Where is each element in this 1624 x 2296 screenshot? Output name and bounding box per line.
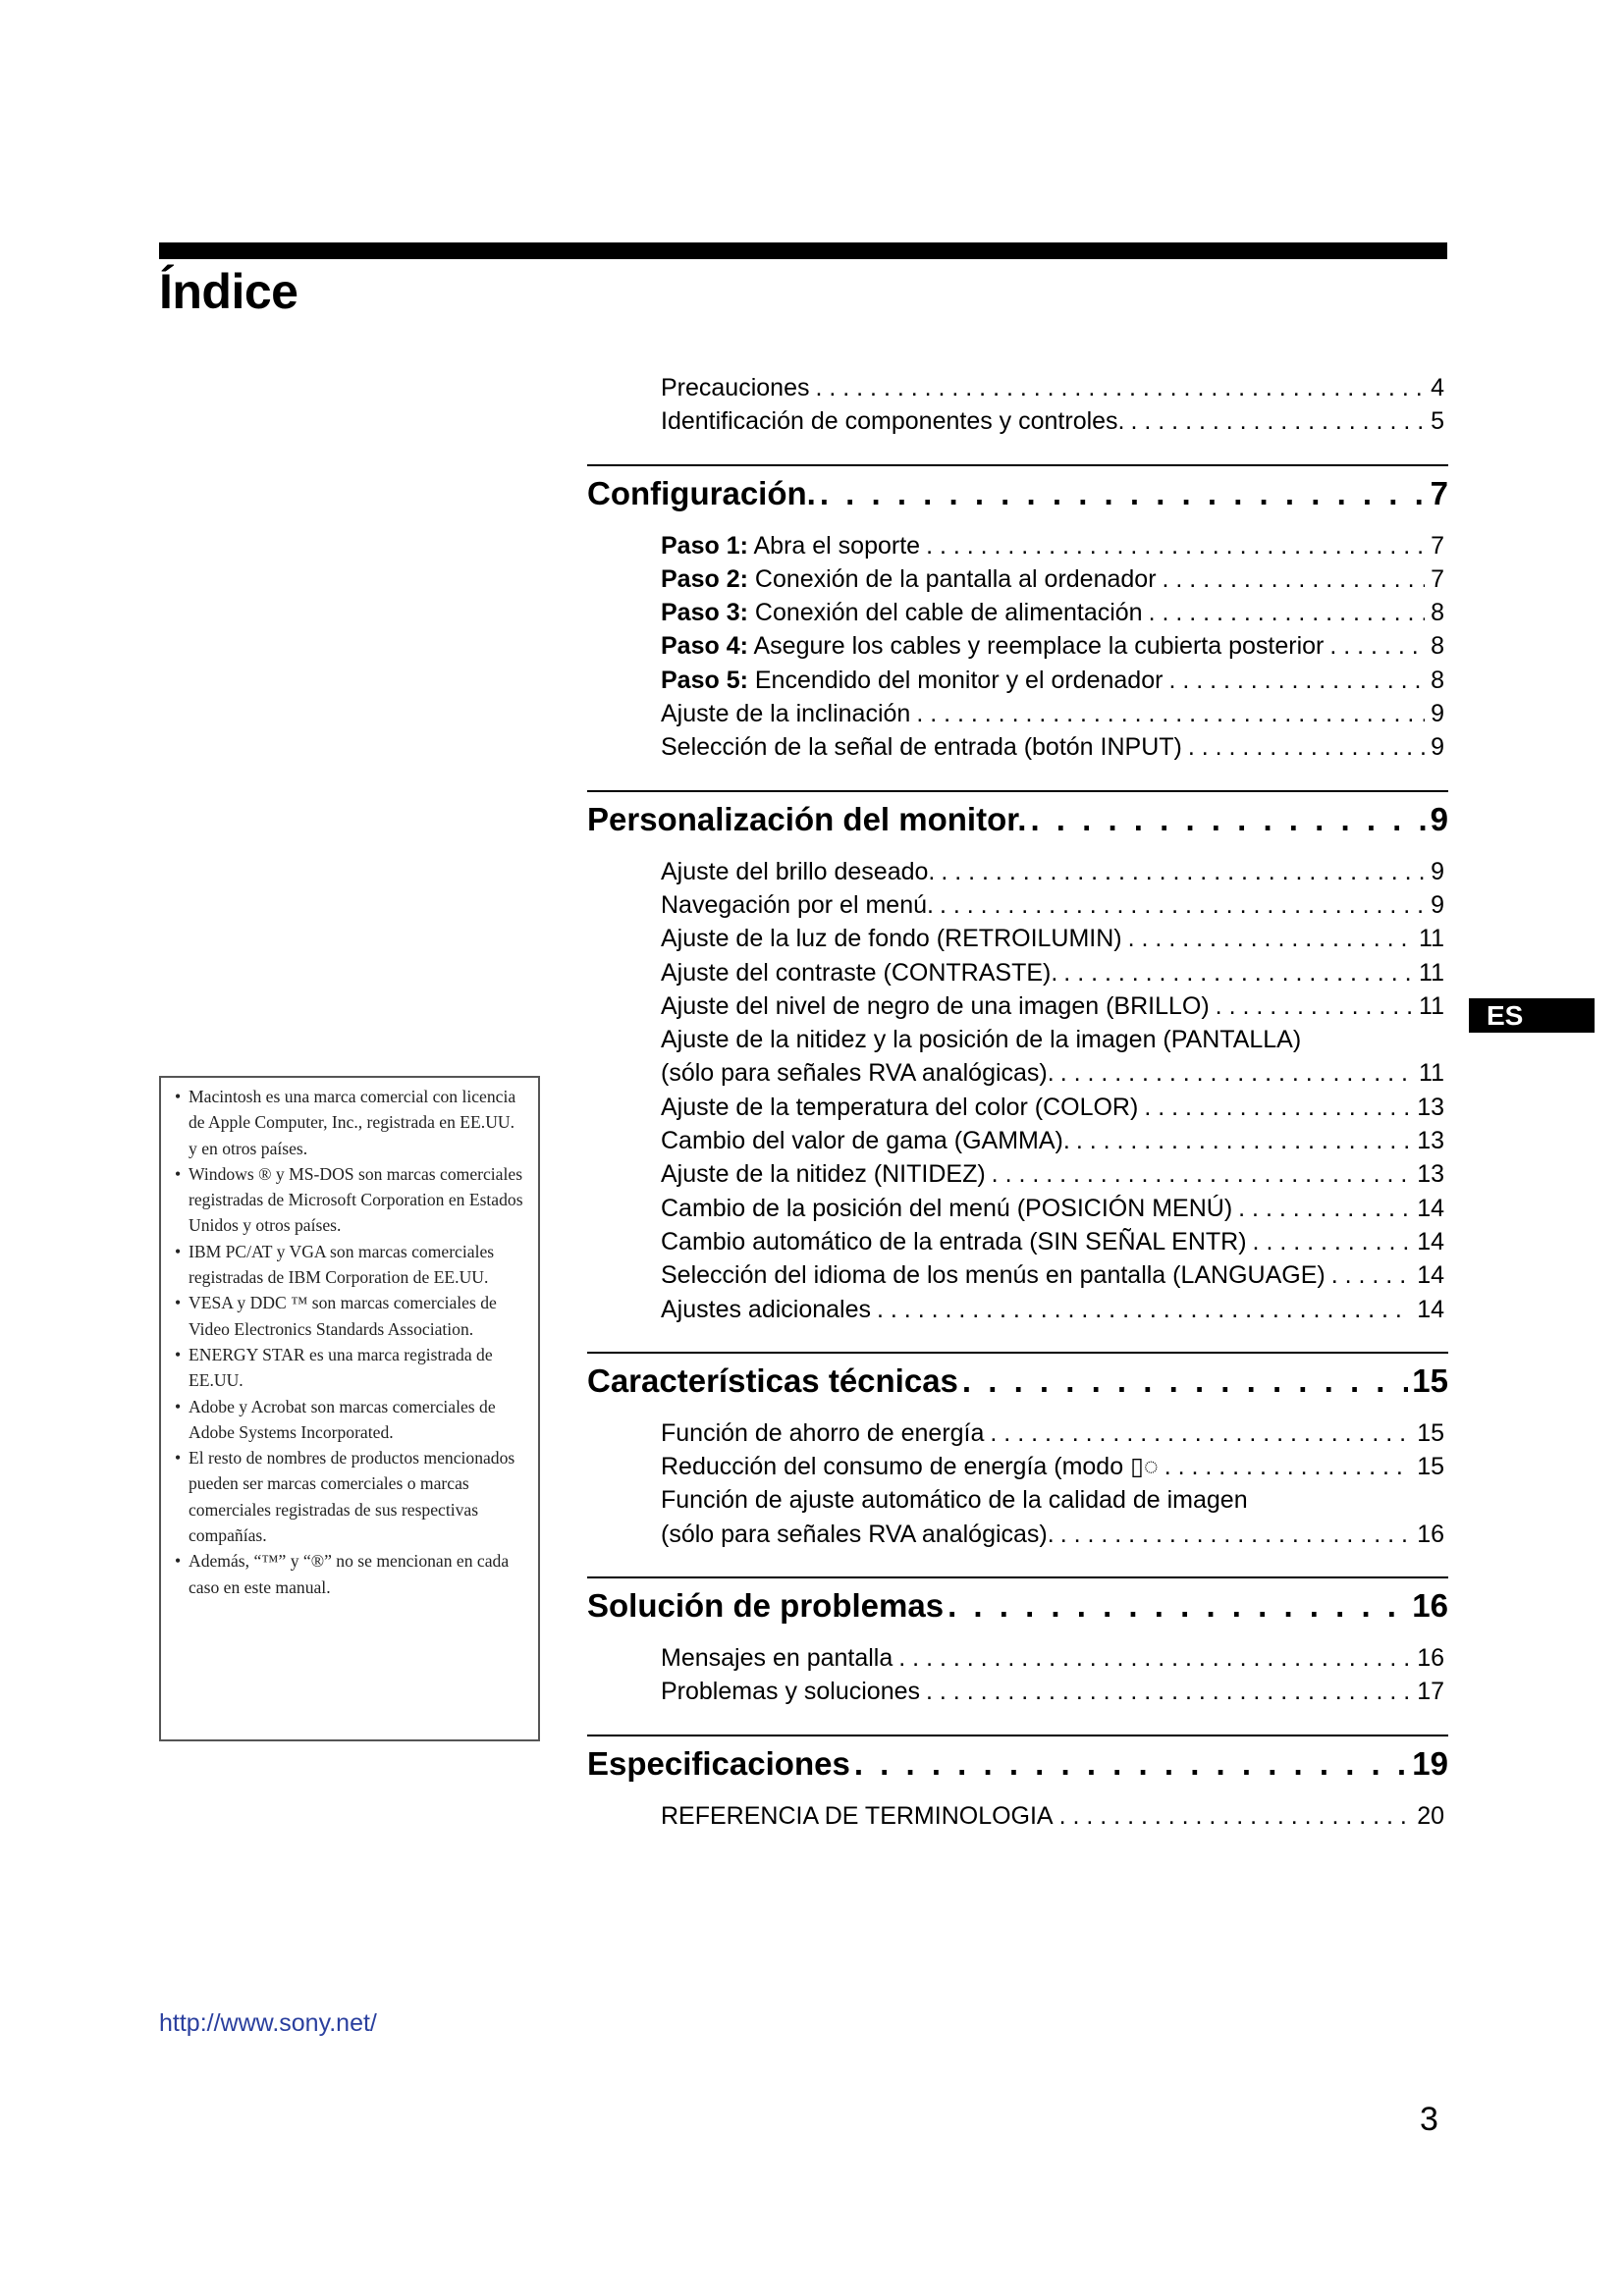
toc-entry-label — [661, 404, 1125, 438]
toc-entry[interactable] — [661, 371, 1444, 404]
toc-entry-text: Reducción del consumo de energía (modo — [661, 1453, 1131, 1481]
toc-entry-text: Cambio de la posición del menú (POSICIÓN MENÚ) — [661, 1194, 1233, 1222]
page-number: 3 — [1420, 2101, 1438, 2138]
toc-sections — [587, 464, 1448, 1833]
leader-dots — [962, 1356, 1408, 1407]
bullet-icon: • — [175, 1293, 182, 1313]
toc-entry-page: 17 — [1417, 1678, 1444, 1706]
toc-entry-page: 7 — [1431, 531, 1444, 560]
step-label: Paso 4: — [661, 632, 748, 661]
leader-dots — [1163, 562, 1426, 596]
toc-entry-page: 8 — [1431, 666, 1444, 694]
language-tab: ES — [1469, 998, 1595, 1033]
toc-entry-text: Problemas y soluciones — [661, 1678, 921, 1706]
trademark-note-text: ENERGY STAR es una marca registrada de EE.UU. — [189, 1344, 493, 1391]
toc-entry-label — [661, 1641, 893, 1675]
leader-dots — [898, 1641, 1411, 1675]
toc-entry[interactable] — [661, 562, 1444, 596]
leader-dots — [815, 371, 1425, 404]
toc-entry-line: Función de ajuste automático de la calidad de imagen — [661, 1486, 1248, 1515]
toc-entry-page: 14 — [1417, 1227, 1444, 1255]
section-heading[interactable] — [587, 794, 1448, 845]
trademark-note — [175, 1161, 526, 1239]
top-rule — [159, 242, 1447, 259]
toc-entry-text: (sólo para señales RVA analógicas). — [661, 1520, 1055, 1548]
toc-entry-page: 11 — [1419, 925, 1444, 953]
toc-entry-page: 8 — [1431, 632, 1444, 661]
trademark-notes-box — [159, 1076, 540, 1741]
toc-entry-label — [661, 664, 1163, 697]
trademark-note-text: Además, “™” y “®” no se mencionan en cada caso en este manual. — [189, 1551, 510, 1597]
trademark-note — [175, 1239, 526, 1291]
leader-dots — [1331, 1258, 1411, 1292]
toc-entry-label — [661, 1293, 871, 1326]
leader-dots — [1144, 1091, 1411, 1124]
leader-dots — [1216, 989, 1413, 1023]
toc-entry-label — [661, 697, 910, 730]
toc-entry[interactable] — [661, 1799, 1444, 1833]
toc-entry-page: 13 — [1417, 1093, 1444, 1121]
toc-entry-text: Ajuste del brillo deseado. — [661, 857, 936, 885]
toc-entry-label — [661, 1091, 1138, 1124]
section-heading[interactable] — [587, 1356, 1448, 1407]
toc-section — [587, 464, 1448, 765]
toc-entry-label — [661, 596, 1143, 629]
toc-entry[interactable] — [661, 956, 1444, 989]
toc-entry[interactable] — [661, 1091, 1444, 1124]
toc-entry-text: Función de ahorro de energía — [661, 1418, 985, 1447]
toc-entry[interactable] — [661, 1518, 1444, 1551]
leader-dots — [926, 529, 1425, 562]
toc-entry-page: 9 — [1431, 700, 1444, 728]
toc-entry-label — [661, 730, 1182, 764]
trademark-note — [175, 1445, 526, 1548]
section-heading-page: 16 — [1412, 1587, 1448, 1625]
section-heading-page: 15 — [1412, 1362, 1448, 1399]
toc-entry-label — [661, 1157, 986, 1191]
bullet-icon: • — [175, 1396, 182, 1416]
leader-dots — [1131, 404, 1426, 438]
toc-entry-page: 11 — [1419, 991, 1444, 1020]
toc-entry-text: Cambio automático de la entrada (SIN SEÑAL ENTR) — [661, 1227, 1247, 1255]
toc-entry-label — [661, 855, 935, 888]
sony-url-link[interactable]: http://www.sony.net/ — [159, 2009, 377, 2037]
toc-entry-page: 20 — [1417, 1801, 1444, 1830]
step-label: Paso 3: — [661, 599, 748, 627]
toc-entry-label — [661, 989, 1210, 1023]
toc-entry-page: 11 — [1419, 1059, 1444, 1088]
leader-dots — [877, 1293, 1411, 1326]
leader-dots — [947, 1580, 1408, 1631]
toc-entry-label — [661, 1518, 1055, 1551]
toc-entry[interactable] — [661, 1056, 1444, 1090]
step-label: Paso 5: — [661, 666, 748, 694]
toc-entry-text: Encendido del monitor y el ordenador — [747, 666, 1164, 694]
step-label: Paso 2: — [661, 564, 748, 593]
toc-entry-label — [661, 1258, 1326, 1292]
bullet-icon: • — [175, 1087, 182, 1106]
leader-dots — [916, 697, 1425, 730]
toc-entry-page: 13 — [1417, 1160, 1444, 1189]
toc-entry[interactable] — [661, 1157, 1444, 1191]
step-label: Paso 1: — [661, 531, 748, 560]
trademark-notes-list — [175, 1084, 526, 1600]
toc-entry-text: Ajuste del nivel de negro de una imagen (BRILLO) — [661, 991, 1210, 1020]
section-heading-page: 7 — [1430, 474, 1448, 511]
toc-entry[interactable] — [661, 989, 1444, 1023]
toc-entry-text: Selección del idioma de los menús en pantalla (LANGUAGE) — [661, 1261, 1326, 1290]
toc-entry-label — [661, 1416, 984, 1450]
trademark-note-text: El resto de nombres de productos mencionados pueden ser marcas comerciales o marcas comerciales registradas de sus respectivas compañías. — [189, 1448, 515, 1546]
section-heading[interactable] — [587, 1738, 1448, 1789]
toc-entry-page: 9 — [1431, 890, 1444, 919]
toc-entry[interactable] — [661, 629, 1444, 663]
toc-entry-label — [661, 1056, 1055, 1090]
power-save-mode-icon: ▯◌ — [1130, 1453, 1159, 1481]
leader-dots — [990, 1416, 1411, 1450]
leader-dots — [1164, 1450, 1411, 1483]
leader-dots — [1060, 1518, 1411, 1551]
toc-entry[interactable] — [661, 855, 1444, 888]
toc-entry-text: Asegure los cables y reemplace la cubierta posterior — [747, 632, 1325, 661]
toc-entry-page: 15 — [1417, 1453, 1444, 1481]
toc-entry[interactable] — [661, 1641, 1444, 1675]
toc-entry[interactable] — [661, 1258, 1444, 1292]
leader-dots — [941, 855, 1425, 888]
toc-section — [587, 1352, 1448, 1551]
toc-entry[interactable] — [661, 888, 1444, 922]
leader-dots — [854, 1738, 1408, 1789]
toc-entry[interactable] — [661, 697, 1444, 730]
toc-entry-label — [661, 1124, 1070, 1157]
leader-dots — [992, 1157, 1412, 1191]
bullet-icon: • — [175, 1448, 182, 1468]
toc-entry[interactable] — [661, 664, 1444, 697]
leader-dots — [1030, 794, 1426, 845]
trademark-note-text: VESA y DDC ™ son marcas comerciales de Video Electronics Standards Association. — [189, 1293, 497, 1339]
toc-entry-page: 4 — [1431, 374, 1444, 401]
leader-dots — [1063, 956, 1413, 989]
toc-entry[interactable] — [661, 1124, 1444, 1157]
leader-dots — [940, 888, 1425, 922]
table-of-contents — [587, 371, 1448, 1833]
toc-entry-label — [661, 371, 809, 404]
section-heading-text: Personalización del monitor. — [587, 800, 1027, 837]
leader-dots — [1168, 664, 1425, 697]
section-heading-text: Solución de problemas — [587, 1587, 945, 1625]
toc-entry-text: Ajuste de la temperatura del color (COLOR) — [661, 1093, 1139, 1121]
toc-entry-text: Mensajes en pantalla — [661, 1644, 893, 1673]
section-heading-page: 9 — [1430, 800, 1448, 837]
section-heading-text: Configuración. — [587, 474, 816, 511]
toc-entry[interactable] — [661, 1450, 1444, 1483]
toc-entry-text: Abra el soporte — [747, 531, 921, 560]
trademark-note-text: Adobe y Acrobat son marcas comerciales de Adobe Systems Incorporated. — [189, 1396, 496, 1442]
leader-dots — [1329, 629, 1425, 663]
toc-entry-page: 7 — [1431, 564, 1444, 593]
toc-entry-text: Selección de la señal de entrada (botón INPUT) — [661, 733, 1182, 762]
toc-entry-page: 11 — [1419, 958, 1444, 987]
bullet-icon: • — [175, 1344, 182, 1364]
toc-entry[interactable] — [661, 1225, 1444, 1258]
toc-entry[interactable] — [661, 404, 1444, 438]
trademark-note — [175, 1548, 526, 1600]
toc-entry-text: Ajuste de la luz de fondo (RETROILUMIN) — [661, 925, 1122, 953]
toc-entry[interactable] — [661, 596, 1444, 629]
toc-entry[interactable] — [661, 529, 1444, 562]
toc-entry-page: 9 — [1431, 857, 1444, 885]
trademark-note — [175, 1342, 526, 1394]
toc-entry-line: Ajuste de la nitidez y la posición de la imagen (PANTALLA) — [661, 1026, 1302, 1054]
leader-dots — [926, 1675, 1411, 1708]
toc-section — [587, 790, 1448, 1326]
toc-entry[interactable] — [661, 1416, 1444, 1450]
leader-dots — [1076, 1124, 1411, 1157]
section-heading-text: Características técnicas — [587, 1362, 958, 1399]
toc-intro — [587, 371, 1448, 439]
toc-entry-text: REFERENCIA DE TERMINOLOGIA — [661, 1801, 1054, 1830]
toc-entry[interactable] — [661, 1675, 1444, 1708]
toc-entry-label — [661, 1225, 1247, 1258]
toc-entry[interactable] — [661, 1293, 1444, 1326]
toc-entry-text: Precauciones — [661, 374, 810, 401]
toc-entry-page: 13 — [1417, 1127, 1444, 1155]
toc-entry-page: 9 — [1431, 733, 1444, 762]
trademark-note-text: Windows ® y MS-DOS son marcas comerciales registradas de Microsoft Corporation en Estados Unidos y otros países. — [189, 1163, 523, 1236]
toc-entry[interactable] — [661, 730, 1444, 764]
toc-entry-text: Conexión de la pantalla al ordenador — [747, 564, 1157, 593]
toc-entry[interactable] — [661, 922, 1444, 955]
toc-entry-text: Ajuste de la nitidez (NITIDEZ) — [661, 1160, 986, 1189]
toc-entry-label — [661, 1450, 1159, 1483]
toc-entry-label — [661, 562, 1157, 596]
trademark-note — [175, 1084, 526, 1161]
toc-section — [587, 1735, 1448, 1833]
toc-entry-page: 16 — [1417, 1520, 1444, 1548]
toc-entry-text: Navegación por el menú. — [661, 890, 934, 919]
toc-entry-page: 16 — [1417, 1644, 1444, 1673]
toc-entry[interactable] — [661, 1192, 1444, 1225]
trademark-note — [175, 1394, 526, 1446]
toc-entry-label — [661, 922, 1122, 955]
toc-entry-text: Conexión del cable de alimentación — [747, 599, 1143, 627]
leader-dots — [1060, 1056, 1413, 1090]
leader-dots — [1253, 1225, 1412, 1258]
toc-entry-page: 14 — [1417, 1261, 1444, 1290]
bullet-icon: • — [175, 1551, 182, 1572]
toc-entry-text: Identificación de componentes y controles. — [661, 407, 1125, 436]
page-title: Índice — [159, 264, 298, 319]
toc-entry-text: (sólo para señales RVA analógicas). — [661, 1059, 1055, 1088]
trademark-note-text: Macintosh es una marca comercial con licencia de Apple Computer, Inc., registrada en EE.UU. y en otros países. — [189, 1087, 516, 1158]
toc-entry-text: Ajuste de la inclinación — [661, 700, 911, 728]
leader-dots — [1188, 730, 1425, 764]
section-heading[interactable] — [587, 1580, 1448, 1631]
toc-entry-label — [661, 1192, 1232, 1225]
toc-section — [587, 1576, 1448, 1709]
toc-entry-text: Ajustes adicionales — [661, 1295, 872, 1323]
toc-entry-label — [661, 1799, 1054, 1833]
toc-entry-page: 14 — [1417, 1295, 1444, 1323]
leader-dots — [1059, 1799, 1412, 1833]
leader-dots — [1128, 922, 1413, 955]
toc-entry-text: Cambio del valor de gama (GAMMA). — [661, 1127, 1070, 1155]
bullet-icon: • — [175, 1163, 182, 1184]
toc-entry-text: Ajuste del contraste (CONTRASTE). — [661, 958, 1058, 987]
trademark-note — [175, 1290, 526, 1342]
section-heading-page: 19 — [1412, 1744, 1448, 1782]
section-heading[interactable] — [587, 468, 1448, 519]
toc-entry-page: 14 — [1417, 1194, 1444, 1222]
toc-entry-label — [661, 888, 934, 922]
leader-dots — [820, 468, 1427, 519]
leader-dots — [1238, 1192, 1411, 1225]
section-heading-text: Especificaciones — [587, 1744, 850, 1782]
toc-entry-label — [661, 956, 1057, 989]
bullet-icon: • — [175, 1241, 182, 1261]
toc-entry-page: 8 — [1431, 599, 1444, 627]
toc-entry-page: 15 — [1417, 1418, 1444, 1447]
trademark-note-text: IBM PC/AT y VGA son marcas comerciales registradas de IBM Corporation de EE.UU. — [189, 1241, 495, 1288]
toc-entry-label — [661, 529, 920, 562]
toc-entry-page: 5 — [1431, 407, 1444, 436]
toc-entry-label — [661, 1675, 920, 1708]
toc-entry-label — [661, 629, 1324, 663]
leader-dots — [1149, 596, 1426, 629]
